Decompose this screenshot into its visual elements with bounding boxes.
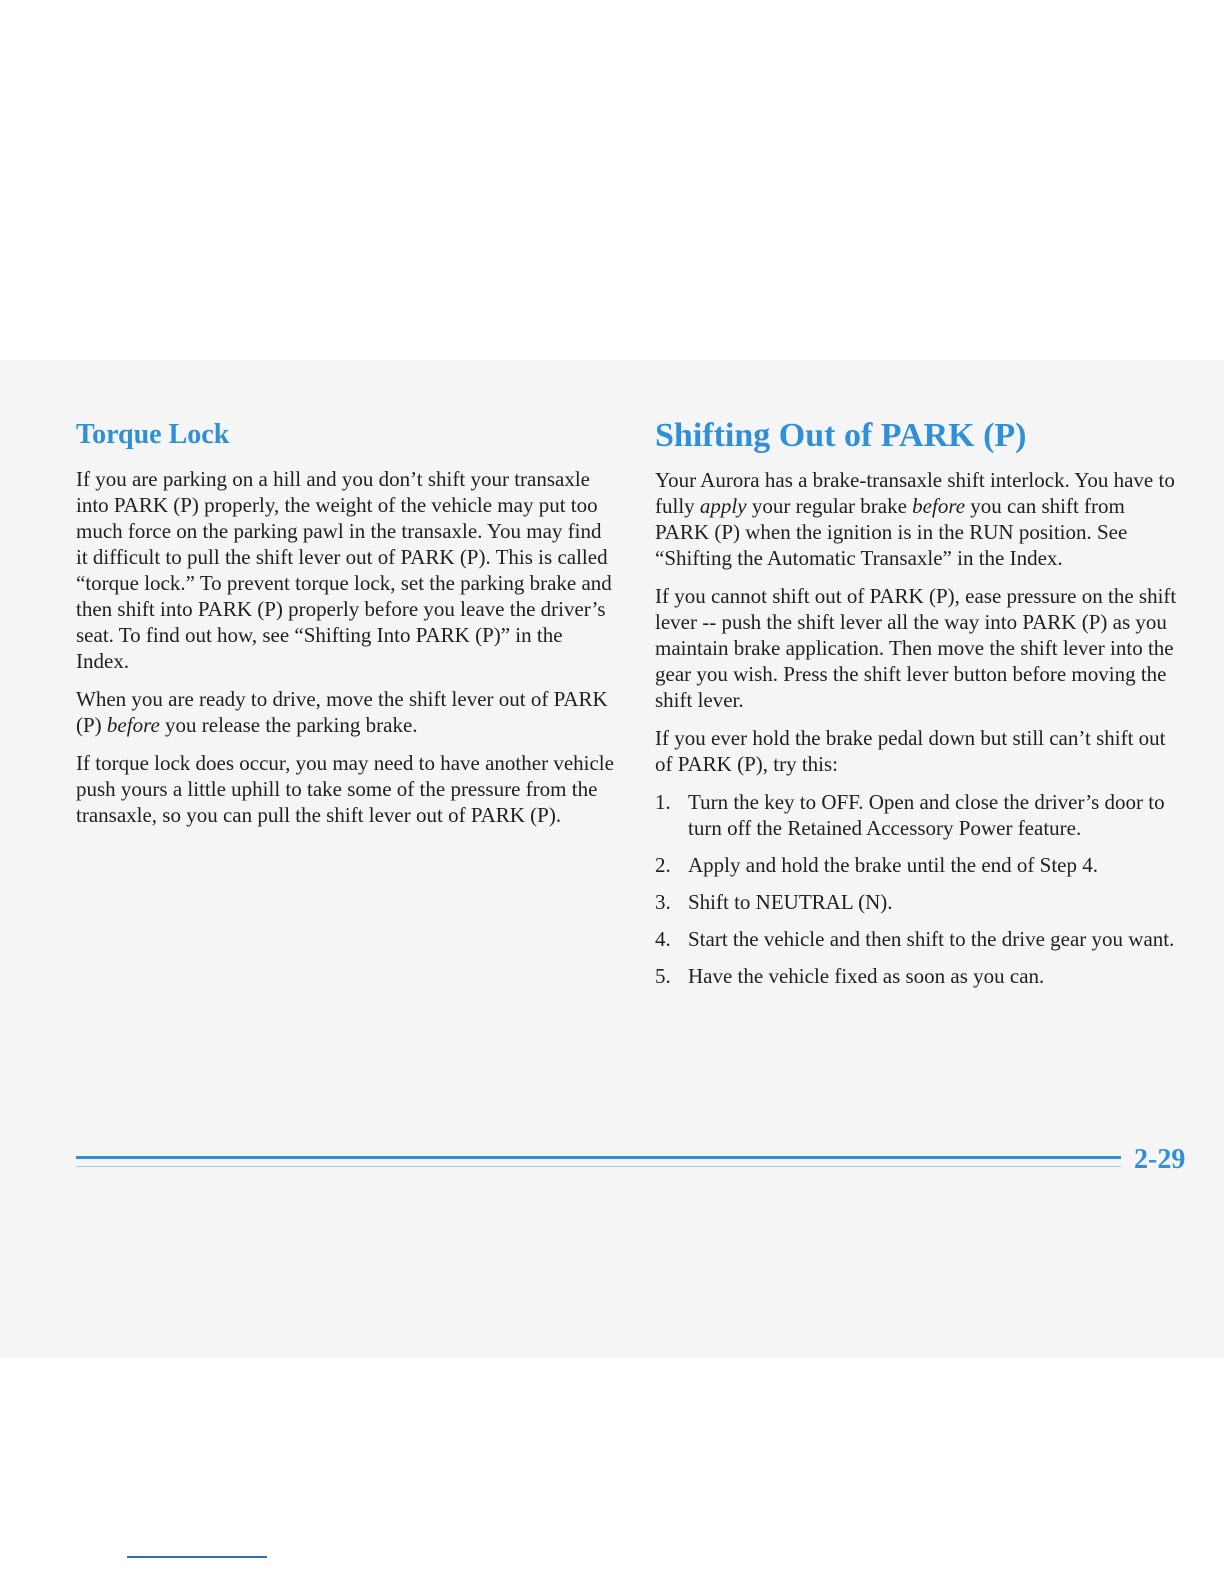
emphasis-before: before [106,712,160,737]
step-number: 1. [655,789,671,814]
step-text: Turn the key to OFF. Open and close the driver’s door to turn off the Retained Accessory Power feature. [688,789,1165,840]
step-text: Start the vehicle and then shift to the drive gear you want. [688,926,1175,951]
text-run: Your Aurora has a brake-transaxle shift interlock. You have to fully [655,467,1175,518]
step-text: Apply and hold the brake until the end of Step 4. [688,852,1099,877]
list-item [655,963,1180,989]
step-text: Shift to NEUTRAL (N). [688,889,893,914]
list-item [655,926,1180,952]
footer-rule-thin [76,1166,1121,1167]
step-number: 2. [655,852,671,877]
torque-lock-paragraph-3: If torque lock does occur, you may need to have another vehicle push yours a little uphill to take some of the pressure from the transaxle, so you can pull the shift lever out of PARK (P). [76,750,614,827]
text-run: you can shift from PARK (P) when the ignition is in the RUN position. See “Shifting the Automatic Transaxle” in the Index. [655,493,1128,570]
text-run: you release the parking brake. [159,712,418,737]
shifting-out-of-park-section [655,416,1180,1000]
bottom-link-rule [127,1556,267,1558]
emphasis-before: before [912,493,966,518]
text-run: your regular brake [746,493,913,518]
emphasis-apply: apply [699,493,747,518]
shifting-paragraph-1 [655,467,1180,571]
footer-rule [76,1156,1121,1159]
list-item [655,852,1180,878]
step-text: Have the vehicle fixed as soon as you can. [688,963,1045,988]
torque-lock-paragraph-2 [76,686,616,738]
text-run: When you are ready to drive, move the shift lever out of PARK (P) [76,686,608,737]
torque-lock-paragraph-1: If you are parking on a hill and you don’t shift your transaxle into PARK (P) properly, the weight of the vehicle may put too much force on the parking pawl in the transaxle. You may find it difficult to pull the shift lever out of PARK (P). This is called “torque lock.” To prevent torque lock, set the parking brake and then shift into PARK (P) properly before you leave the driver’s seat. To find out how, see “Shifting Into PARK (P)” in the Index. [76,466,612,673]
torque-lock-section [76,418,616,840]
steps-list [655,789,1180,989]
step-number: 4. [655,926,671,951]
list-item [655,889,1180,915]
shifting-out-of-park-heading: Shifting Out of PARK (P) [655,417,1027,454]
shifting-paragraph-3: If you ever hold the brake pedal down but still can’t shift out of PARK (P), try this: [655,725,1166,776]
page-number: 2-29 [1134,1144,1186,1175]
step-number: 5. [655,963,671,988]
step-number: 3. [655,889,671,914]
list-item [655,789,1180,841]
torque-lock-heading: Torque Lock [76,419,230,450]
shifting-paragraph-2: If you cannot shift out of PARK (P), ease pressure on the shift lever -- push the shift lever all the way into PARK (P) as you maintain brake application. Then move the shift lever into the gear you wish. Press the shift lever button before moving the shift lever. [655,583,1177,712]
